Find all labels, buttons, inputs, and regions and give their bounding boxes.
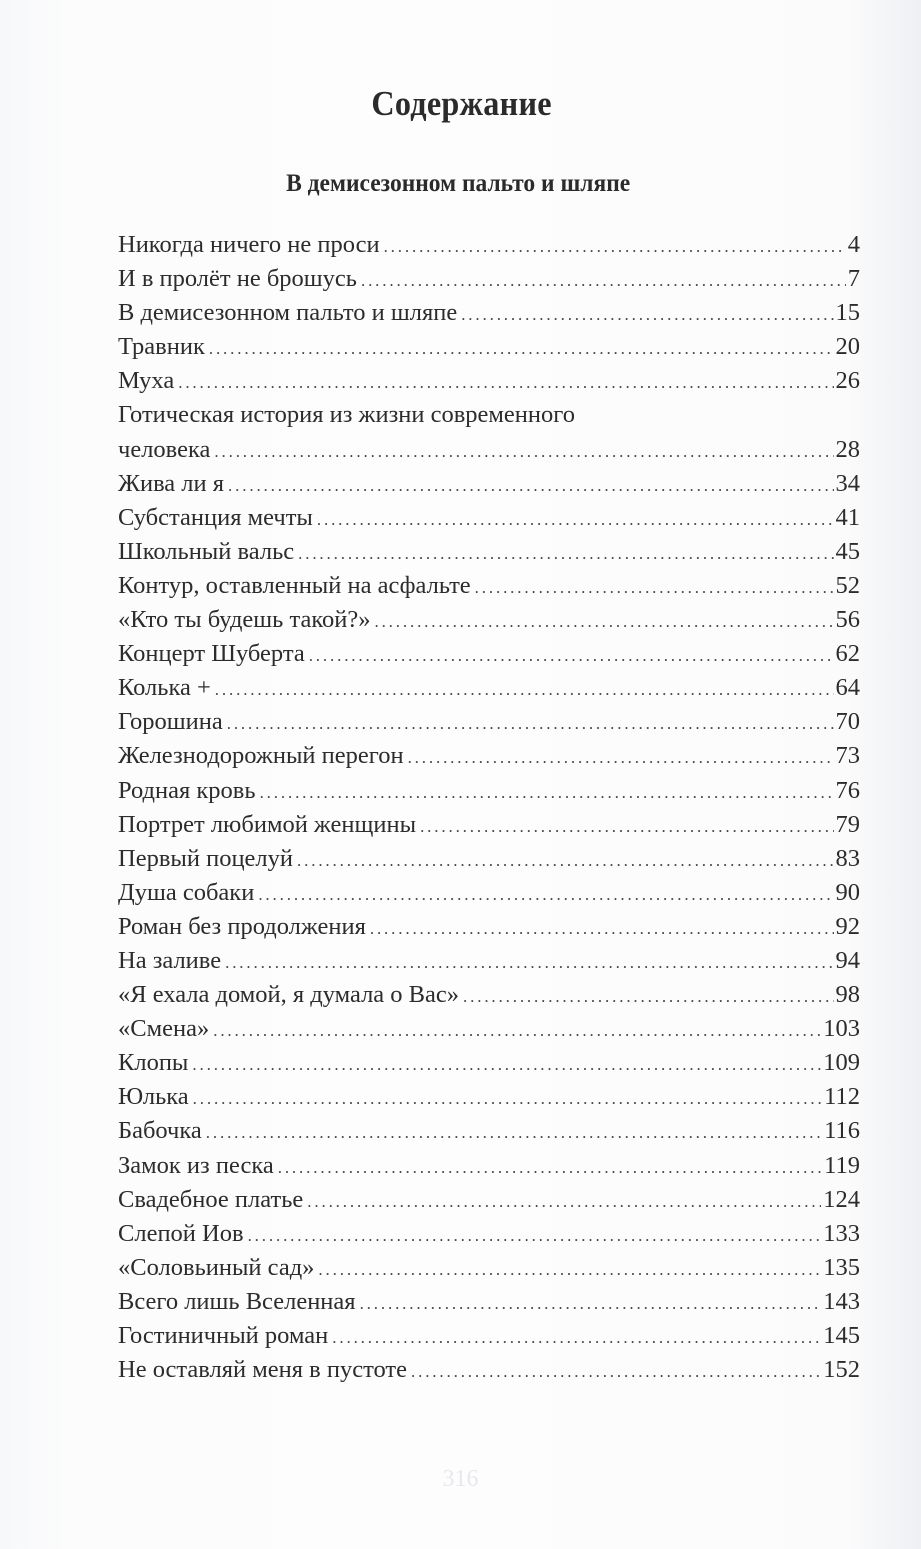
toc-entry [118, 296, 860, 330]
section-title: В демисезонном пальто и шляпе [286, 170, 631, 197]
toc-entry [118, 1012, 860, 1046]
toc-entry-page: 56 [835, 606, 860, 634]
dot-leader [227, 707, 834, 739]
dot-leader [260, 776, 834, 808]
dot-leader [228, 469, 833, 501]
toc-entry [118, 944, 860, 978]
toc-entry-page: 79 [835, 810, 860, 838]
toc-entry-page: 98 [835, 981, 860, 1009]
dot-leader [374, 605, 833, 637]
toc-entry [118, 842, 860, 876]
dot-leader [461, 298, 833, 330]
toc-entry-title: Роман без продолжения [118, 912, 366, 940]
dot-leader [408, 741, 834, 773]
toc-entry-page: 152 [823, 1356, 860, 1384]
toc-entry-title: В демисезонном пальто и шляпе [118, 299, 458, 327]
dot-leader [209, 332, 834, 364]
toc-entry-title: Первый поцелуй [118, 844, 294, 872]
dot-leader [215, 673, 834, 705]
toc-entry [118, 774, 860, 808]
dot-leader [214, 435, 833, 467]
toc-entry [118, 1217, 860, 1251]
toc-entry [118, 1183, 860, 1217]
dot-leader [298, 537, 833, 569]
toc-entry-title: Горошина [118, 708, 223, 736]
toc-entry-page: 103 [823, 1015, 860, 1043]
dot-leader [225, 946, 833, 978]
page-title: Содержание [371, 84, 552, 123]
toc-entry-page: 145 [823, 1322, 860, 1349]
toc-entry-page: 15 [835, 299, 860, 327]
toc-entry [118, 978, 860, 1012]
toc-entry-title: Гостиничный роман [118, 1322, 329, 1349]
dot-leader [192, 1048, 821, 1080]
toc-entry [118, 1251, 860, 1285]
toc-entry [118, 1149, 860, 1183]
dot-leader [318, 1253, 821, 1285]
toc-entry-title: Душа собаки [118, 878, 255, 906]
toc-entry [118, 1114, 860, 1148]
toc-entry-title: «Смена» [118, 1015, 210, 1043]
dot-leader [278, 1151, 822, 1183]
toc-entry-title: Школьный вальс [118, 537, 295, 565]
dot-leader [307, 1185, 821, 1217]
toc-entry-title: Никогда ничего не проси [118, 231, 380, 258]
toc-entry-page: 83 [835, 844, 860, 872]
toc-entry-page: 7 [847, 265, 860, 293]
toc-entry [118, 228, 860, 262]
dot-leader [213, 1014, 821, 1046]
toc-entry-page: 73 [835, 742, 860, 770]
toc-entry-title: Колька + [118, 674, 211, 702]
dot-leader [317, 503, 834, 535]
toc-entry-title: Железнодорожный перегон [118, 742, 404, 770]
toc-entry-page: 28 [835, 435, 860, 463]
toc-entry [118, 467, 860, 501]
dot-leader [360, 1287, 822, 1319]
toc-entry-page: 70 [835, 708, 860, 736]
toc-entry-page: 62 [835, 640, 860, 668]
toc-entry [118, 876, 860, 910]
toc-entry-title: «Соловьиный сад» [118, 1253, 315, 1281]
toc-entry [118, 637, 860, 671]
bleed-through-page-number: 316 [442, 1466, 479, 1492]
dot-leader [248, 1219, 822, 1251]
toc-entry [118, 1080, 860, 1114]
toc-entry [118, 671, 860, 705]
toc-entry-title: Юлька [118, 1083, 189, 1111]
toc-entry-title: На заливе [118, 946, 222, 974]
dot-leader [258, 878, 833, 910]
toc-entry [118, 808, 860, 842]
dot-leader [361, 264, 846, 296]
toc-entry-page: 64 [835, 674, 860, 702]
dot-leader [206, 1116, 822, 1148]
toc-entry-page: 116 [824, 1117, 860, 1145]
dot-leader [193, 1082, 822, 1114]
toc-entry [118, 330, 860, 364]
toc-entry-page: 45 [835, 537, 860, 565]
toc-entry-title: Родная кровь [118, 776, 256, 804]
toc-entry-page: 94 [835, 946, 860, 974]
toc-entry-page: 119 [824, 1151, 860, 1179]
toc-entry-title: И в пролёт не брошусь [118, 265, 357, 293]
toc-entry [118, 569, 860, 603]
toc-entry [118, 910, 860, 944]
dot-leader [309, 639, 834, 671]
toc-entry-page: 92 [835, 912, 860, 940]
toc-entry-title: Не оставляй меня в пустоте [118, 1356, 407, 1384]
toc-entry-title: Готическая история из жизни современного [118, 401, 575, 429]
toc-entry-title: «Кто ты будешь такой?» [118, 606, 371, 634]
toc-entry-page: 135 [823, 1253, 860, 1281]
toc-entry [118, 501, 860, 535]
toc-entry-page: 52 [835, 571, 860, 599]
toc-entry-title: Портрет любимой женщины [118, 810, 417, 838]
toc-entry [118, 1353, 860, 1387]
table-of-contents [118, 228, 860, 1387]
toc-entry-title-line1 [118, 398, 860, 432]
toc-entry [118, 739, 860, 773]
toc-entry-page: 76 [835, 776, 860, 804]
toc-entry-title: человека [118, 435, 211, 463]
dot-leader [297, 844, 833, 876]
dot-leader [332, 1321, 821, 1353]
toc-entry [118, 535, 860, 569]
toc-entry-page: 143 [823, 1287, 860, 1315]
toc-entry [118, 1046, 860, 1080]
dot-leader [178, 366, 833, 398]
toc-entry [118, 1285, 860, 1319]
toc-entry-title: Жива ли я [118, 469, 225, 497]
dot-leader [475, 571, 834, 603]
toc-entry-page: 112 [824, 1083, 860, 1111]
toc-entry-page: 90 [835, 878, 860, 906]
toc-entry-title: Клопы [118, 1049, 189, 1077]
toc-entry-page: 34 [835, 469, 860, 497]
toc-entry-title: Концерт Шуберта [118, 640, 305, 668]
toc-entry-page: 109 [823, 1049, 860, 1077]
toc-entry [118, 1319, 860, 1353]
toc-entry-page: 26 [835, 367, 860, 395]
toc-entry-title: Контур, оставленный на асфальте [118, 571, 471, 599]
toc-entry-title: Слепой Иов [118, 1219, 244, 1247]
toc-entry-title: Всего лишь Вселенная [118, 1287, 356, 1315]
dot-leader [411, 1355, 821, 1387]
dot-leader [420, 810, 833, 842]
toc-entry [118, 603, 860, 637]
toc-entry-page: 133 [823, 1219, 860, 1247]
dot-leader [384, 230, 846, 262]
toc-entry [118, 433, 860, 467]
toc-entry-page: 4 [847, 231, 860, 258]
toc-entry-title: Замок из песка [118, 1151, 274, 1179]
toc-entry-title: Муха [118, 367, 175, 395]
toc-entry [118, 705, 860, 739]
toc-entry-title: «Я ехала домой, я думала о Вас» [118, 981, 460, 1009]
toc-entry-page: 20 [835, 333, 860, 361]
toc-entry-title: Бабочка [118, 1117, 202, 1145]
dot-leader [370, 912, 834, 944]
toc-entry-page: 41 [835, 503, 860, 531]
toc-entry [118, 262, 860, 296]
dot-leader [463, 980, 833, 1012]
toc-entry-title: Травник [118, 333, 205, 361]
toc-entry [118, 364, 860, 398]
toc-entry-title: Свадебное платье [118, 1185, 304, 1213]
toc-entry-page: 124 [823, 1185, 860, 1213]
toc-entry-title: Субстанция мечты [118, 503, 313, 531]
